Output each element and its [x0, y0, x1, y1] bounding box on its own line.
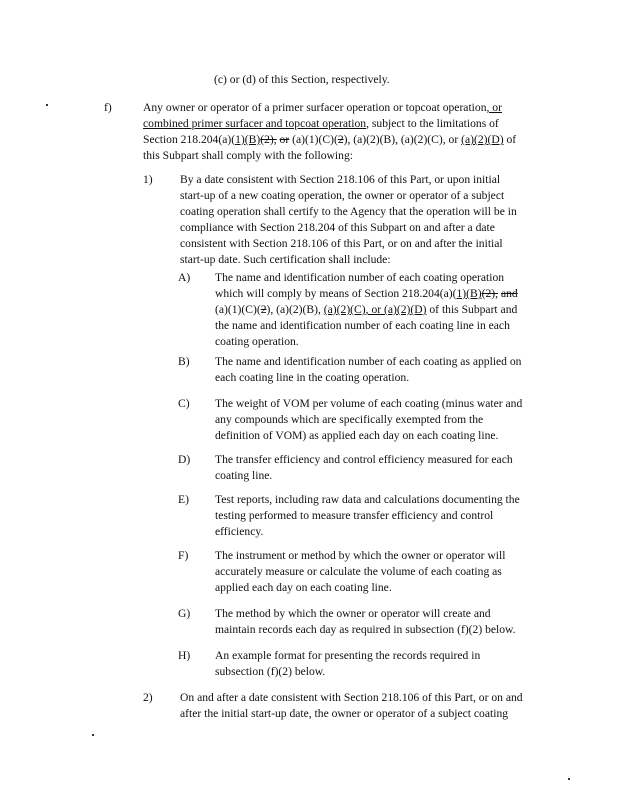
paragraph-1-line: consistent with Section 218.106 of this Part, or on and after the initial: [180, 237, 503, 250]
subsection-f-line-4: this Subpart shall comply with the following:: [143, 149, 353, 162]
paragraph-1-line: start-up of a new coating operation, the owner or operator of a subject: [180, 189, 505, 202]
subsection-f-line-2: combined primer surfacer and topcoat operation, subject to the limitations of: [143, 117, 499, 130]
item-a-line-5: coating operation.: [215, 335, 299, 348]
subsection-f-line-3: Section 218.204(a)(1)(B)(2), or (a)(1)(C)(2), (a)(2)(B), (a)(2)(C), or (a)(2)(D) of: [143, 133, 517, 146]
item-c-line: any compounds which are specifically exempted from the: [215, 413, 484, 426]
item-a-line-4: the name and identification number of each coating line in each: [215, 319, 510, 332]
item-c-line: The weight of VOM per volume of each coating (minus water and: [215, 397, 523, 410]
item-h-line: An example format for presenting the records required in: [215, 649, 481, 662]
item-e-line: Test reports, including raw data and calculations documenting the: [215, 493, 520, 506]
paragraph-2-label: 2): [143, 691, 153, 704]
paragraph-2-line: after the initial start-up date, the owner or operator of a subject coating: [180, 707, 509, 720]
item-g-label: G): [178, 607, 191, 620]
item-e-line: testing performed to measure transfer efficiency and control: [215, 509, 494, 522]
item-f-label: F): [178, 549, 189, 562]
item-d-line: The transfer efficiency and control efficiency measured for each: [215, 453, 513, 466]
item-d-label: D): [178, 453, 191, 466]
scan-speck: [568, 778, 570, 780]
paragraph-1-line: coating operation shall certify to the Agency that the operation will be in: [180, 205, 517, 218]
scan-speck: [46, 104, 48, 106]
item-g-line: maintain records each day as required in subsection (f)(2) below.: [215, 623, 516, 636]
paragraph-1-line: By a date consistent with Section 218.106 of this Part, or upon initial: [180, 173, 501, 186]
item-a-line-3: (a)(1)(C)(2), (a)(2)(B), (a)(2)(C), or (a)(2)(D) of this Subpart and: [215, 303, 518, 316]
item-c-label: C): [178, 397, 190, 410]
subsection-f-label: f): [104, 101, 112, 114]
item-h-line: subsection (f)(2) below.: [215, 665, 326, 678]
item-h-label: H): [178, 649, 191, 662]
paragraph-1-line: start-up date. Such certification shall include:: [180, 253, 391, 266]
item-b-line: The name and identification number of each coating as applied on: [215, 355, 522, 368]
item-f-line: accurately measure or calculate the volume of each coating as: [215, 565, 502, 578]
item-a-label: A): [178, 271, 191, 284]
paragraph-1-line: compliance with Section 218.204 of this Subpart on and after a date: [180, 221, 495, 234]
item-b-line: each coating line in the coating operation.: [215, 371, 410, 384]
item-f-line: applied each day on each coating line.: [215, 581, 392, 594]
scan-speck: [92, 734, 94, 736]
item-c-line: definition of VOM) as applied each day on each coating line.: [215, 429, 499, 442]
item-e-label: E): [178, 493, 189, 506]
continued-text: (c) or (d) of this Section, respectively.: [214, 73, 390, 86]
subsection-f-line-1: Any owner or operator of a primer surfacer operation or topcoat operation, or: [143, 101, 502, 114]
item-f-line: The instrument or method by which the owner or operator will: [215, 549, 506, 562]
paragraph-1-label: 1): [143, 173, 153, 186]
item-a-line-1: The name and identification number of each coating operation: [215, 271, 505, 284]
item-g-line: The method by which the owner or operator will create and: [215, 607, 491, 620]
item-d-line: coating line.: [215, 469, 273, 482]
item-b-label: B): [178, 355, 190, 368]
item-a-line-2: which will comply by means of Section 218.204(a)(1)(B)(2), and: [215, 287, 518, 300]
item-e-line: efficiency.: [215, 525, 264, 538]
paragraph-2-line: On and after a date consistent with Section 218.106 of this Part, or on and: [180, 691, 523, 704]
